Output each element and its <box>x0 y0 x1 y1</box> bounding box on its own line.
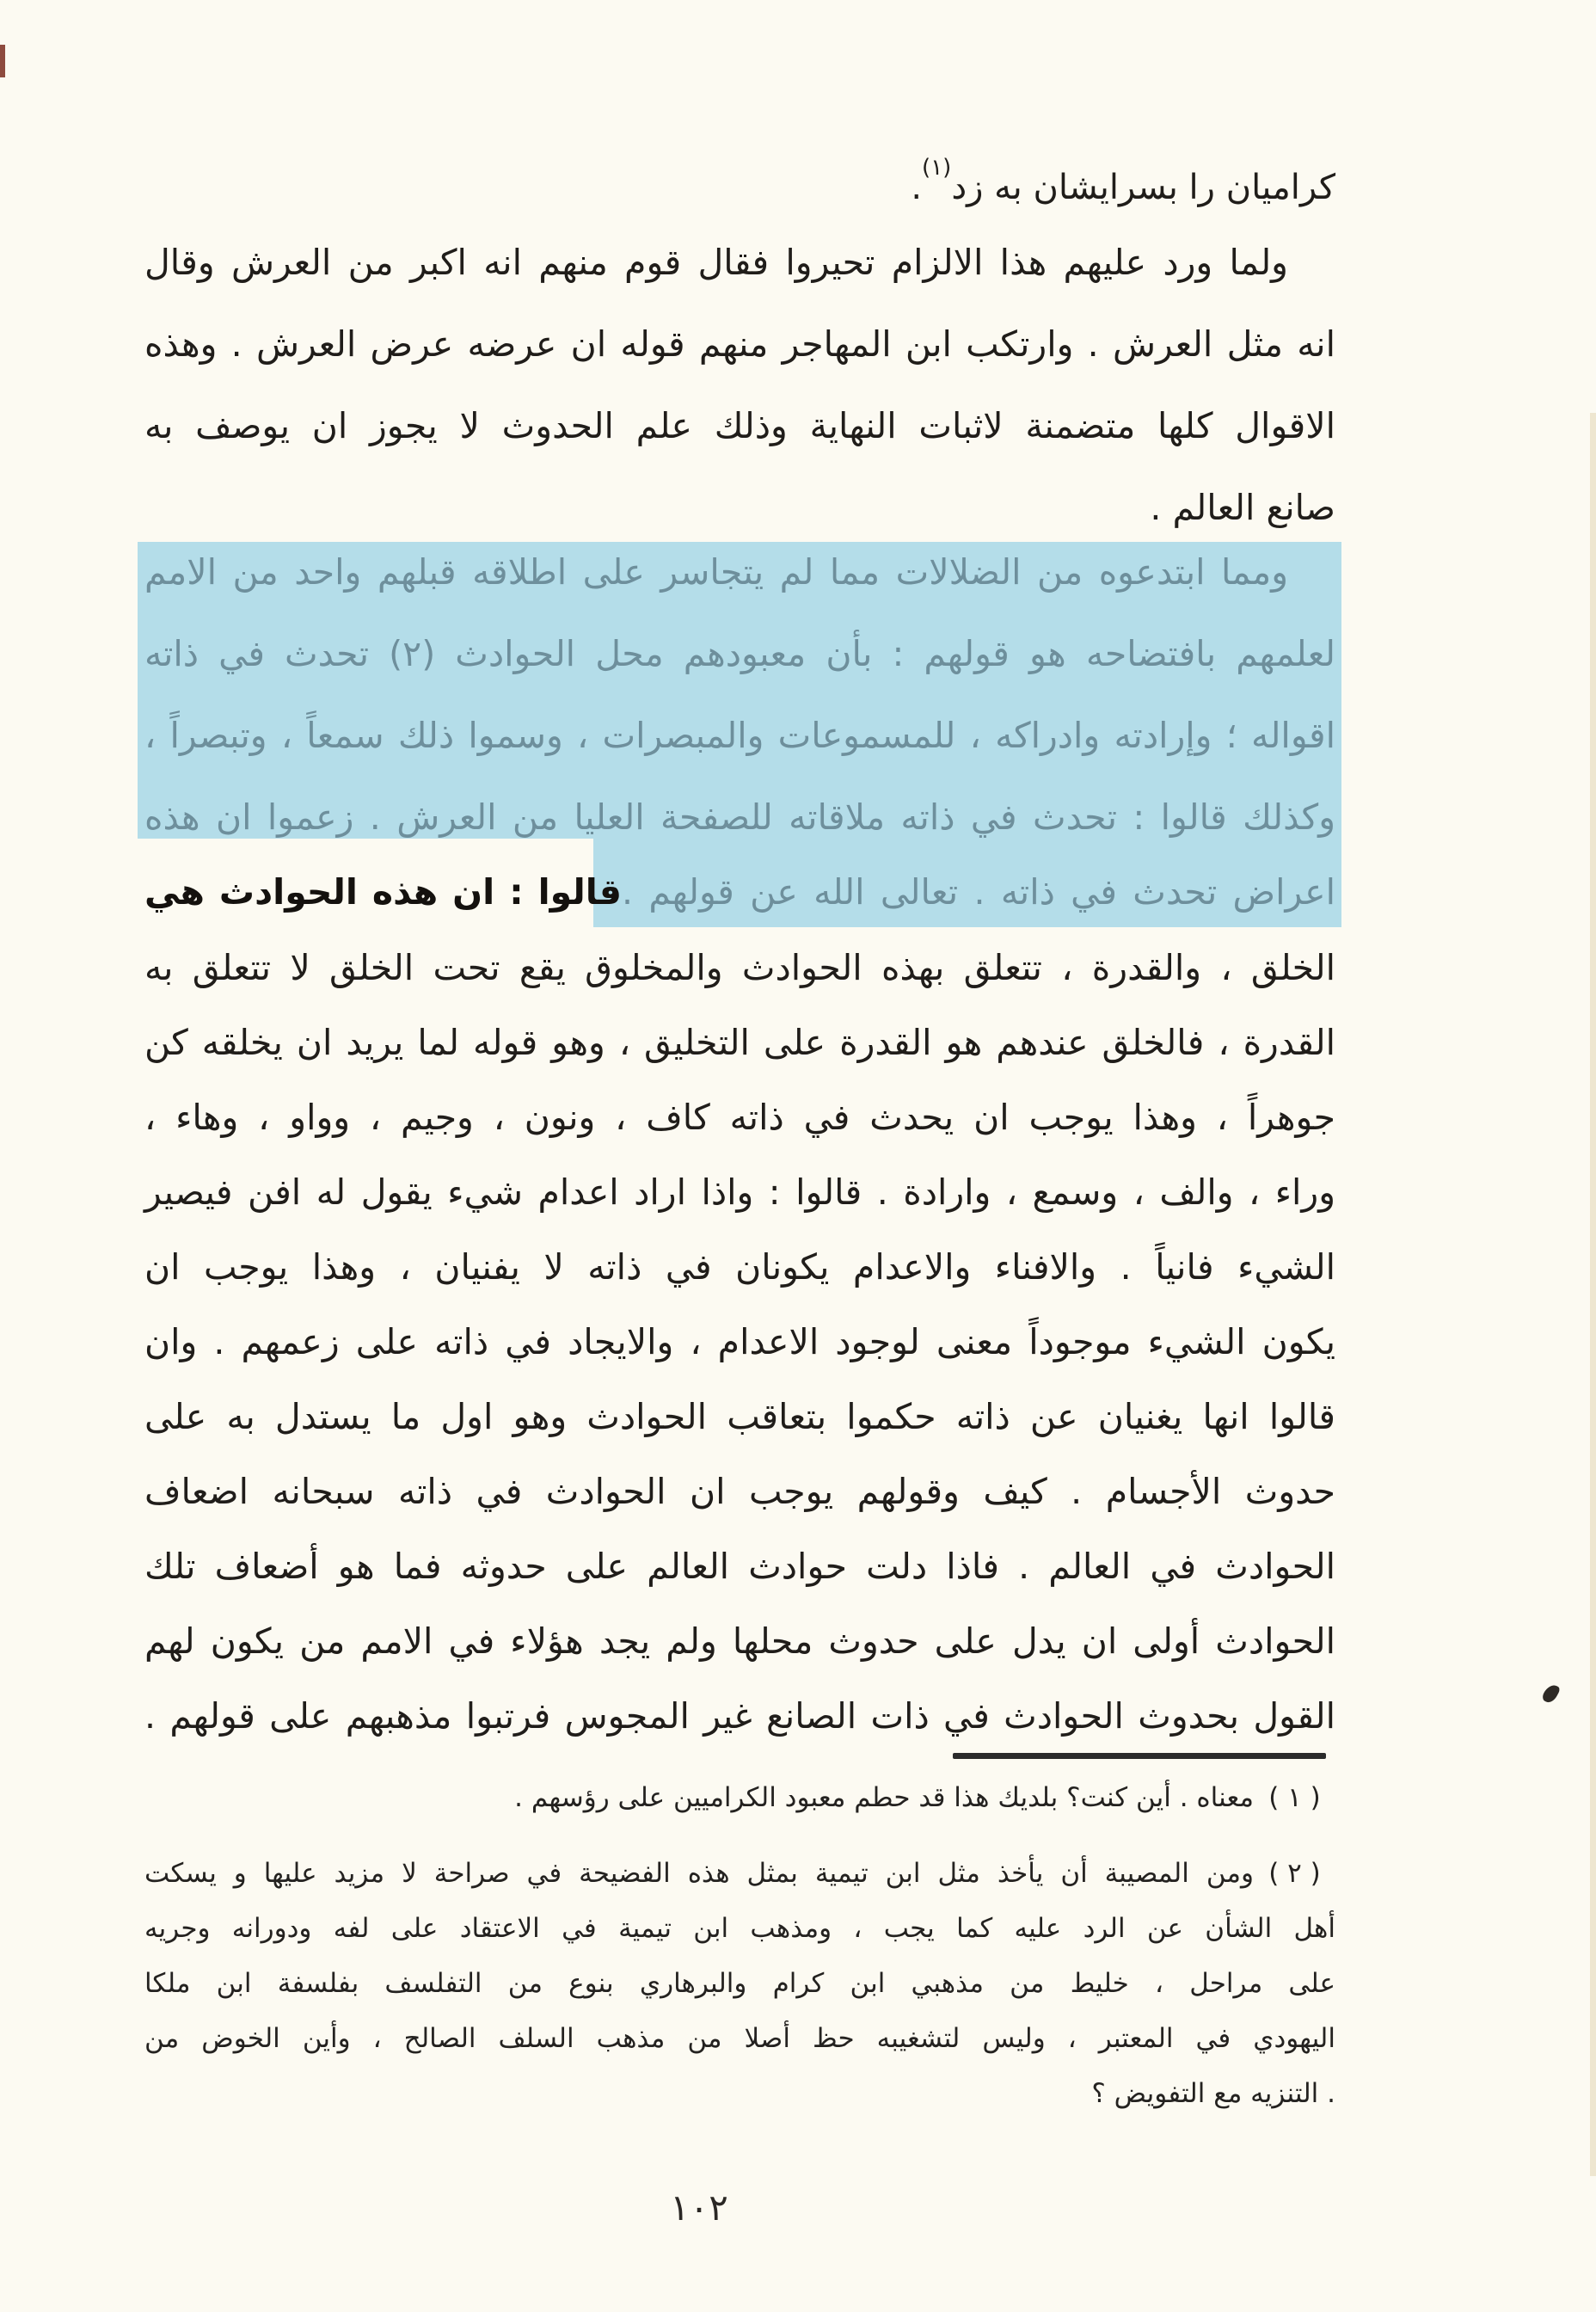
opening-line-text: كراميان را بسرايشان به زد <box>951 168 1335 207</box>
paragraph-2 <box>144 931 1335 1754</box>
footnote-1 <box>144 1770 1335 1825</box>
footnote-2 <box>144 1846 1335 2121</box>
body-line: ولما ورد عليهم هذا الالزام تحيروا فقال قوم منهم انه اكبر من العرش وقال <box>144 242 1288 283</box>
footnotes-section <box>144 1770 1335 2121</box>
highlighted-line: لعلمهم بافتضاحه هو قولهم : بأن معبودهم محل الحوادث (٢) تحدث في ذاته <box>144 633 1335 674</box>
body-line: يكون الشيء موجوداً معنى لوجود الاعدام ، والايجاد في ذاته على زعمهم . وان <box>144 1321 1335 1362</box>
body-line: القول بحدوث الحوادث في ذات الصانع غير المجوس فرتبوا مذهبهم على قولهم . <box>144 1695 1335 1737</box>
highlighted-line: ومما ابتدعوه من الضلالات مما لم يتجاسر على اطلاقه قبلهم واحد من الامم <box>144 551 1288 593</box>
body-line: قالوا انها يغنيان عن ذاته حكموا بتعاقب الحوادث وهو اول ما يستدل به على <box>144 1396 1335 1437</box>
footnote-1-marker: ( ١ ) <box>1268 1782 1321 1813</box>
ink-speck <box>1541 1682 1562 1705</box>
mixed-highlight-line <box>144 852 1335 933</box>
body-line: انه مثل العرش . وارتكب ابن المهاجر منهم قوله ان عرضه عرض العرش . وهذه <box>144 323 1335 365</box>
highlighted-line: اقواله ؛ وإرادته وادراكه ، للمسموعات والمبصرات ، وسموا ذلك سمعاً ، وتبصراً ، <box>144 715 1335 756</box>
footnote-line: اليهودي في المعتبر ، وليس لتشغيبه حظ أصلا من مذهب السلف الصالح ، وأين الخوض من <box>144 2023 1335 2054</box>
highlighted-line: وكذلك قالوا : تحدث في ذاته ملاقاته للصفحة العليا من العرش . زعموا ان هذه <box>144 796 1335 838</box>
scan-edge-streak <box>1590 413 1596 2176</box>
footnote-2-marker: ( ٢ ) <box>1268 1858 1321 1889</box>
highlighted-paragraph <box>144 532 1335 858</box>
body-line: الخلق ، والقدرة ، تتعلق بهذه الحوادث والمخلوق يقع تحت الخلق لا تتعلق به <box>144 947 1335 988</box>
body-line: القدرة ، فالخلق عندهم هو القدرة على التخليق ، وهو قوله لما يريد ان يخلقه كن <box>144 1022 1335 1063</box>
page-number: ١٠٢ <box>670 2186 728 2229</box>
paragraph-1 <box>144 222 1335 549</box>
opening-persian-line <box>911 127 1335 209</box>
footnote-ref-1: (١) <box>922 155 952 181</box>
body-line: الحوادث أولى ان يدل على حدوث محلها ولم يجد هؤلاء في الامم من يكون لهم <box>144 1620 1335 1662</box>
plain-line-part: قالوا : ان هذه الحوادث هي <box>144 871 622 913</box>
body-line: وراء ، والف ، وسمع ، وارادة . قالوا : واذا اراد اعدام شيء يقول له افن فيصير <box>144 1171 1335 1213</box>
footnote-line: معناه . أين كنت؟ بلديك هذا قد حطم معبود الكراميين على رؤسهم . <box>514 1782 1254 1813</box>
body-line: حدوث الأجسام . كيف وقولهم يوجب ان الحوادث في ذاته سبحانه اضعاف <box>144 1471 1335 1512</box>
footnote-line: أهل الشأن عن الرد عليه كما يجب ، ومذهب ابن تيمية في الاعتقاد على لفه ودورانه وجريه <box>144 1913 1335 1944</box>
footnote-line: . التنزيه مع التفويض ؟ <box>1091 2078 1335 2109</box>
body-line: الاقوال كلها متضمنة لاثبات النهاية وذلك علم الحدوث لا يجوز ان يوصف به <box>144 405 1335 446</box>
body-line: الشيء فانياً . والافناء والاعدام يكونان في ذاته لا يفنيان ، وهذا يوجب ان <box>144 1246 1335 1288</box>
footnote-line: ومن المصيبة أن يأخذ مثل ابن تيمية بمثل هذه الفضيحة في صراحة لا مزيد عليها و يسكت <box>144 1858 1254 1889</box>
body-line: الحوادث في العالم . فاذا دلت حوادث العالم على حدوثه فما هو أضعاف تلك <box>144 1546 1335 1587</box>
footnote-line: على مراحل ، خليط من مذهبي ابن كرام والبرهاري بنوع من التفلسف بفلسفة ابن ملكا <box>144 1968 1335 1999</box>
red-edge-mark <box>0 45 5 77</box>
body-line: صانع العالم . <box>1150 487 1335 528</box>
highlighted-line-part: اعراض تحدث في ذاته . تعالى الله عن قولهم . <box>622 871 1335 913</box>
footnote-separator <box>953 1753 1326 1759</box>
body-line: جوهراً ، وهذا يوجب ان يحدث في ذاته كاف ، ونون ، وجيم ، وواو ، وهاء ، <box>144 1097 1335 1138</box>
opening-line-period: . <box>911 168 923 207</box>
